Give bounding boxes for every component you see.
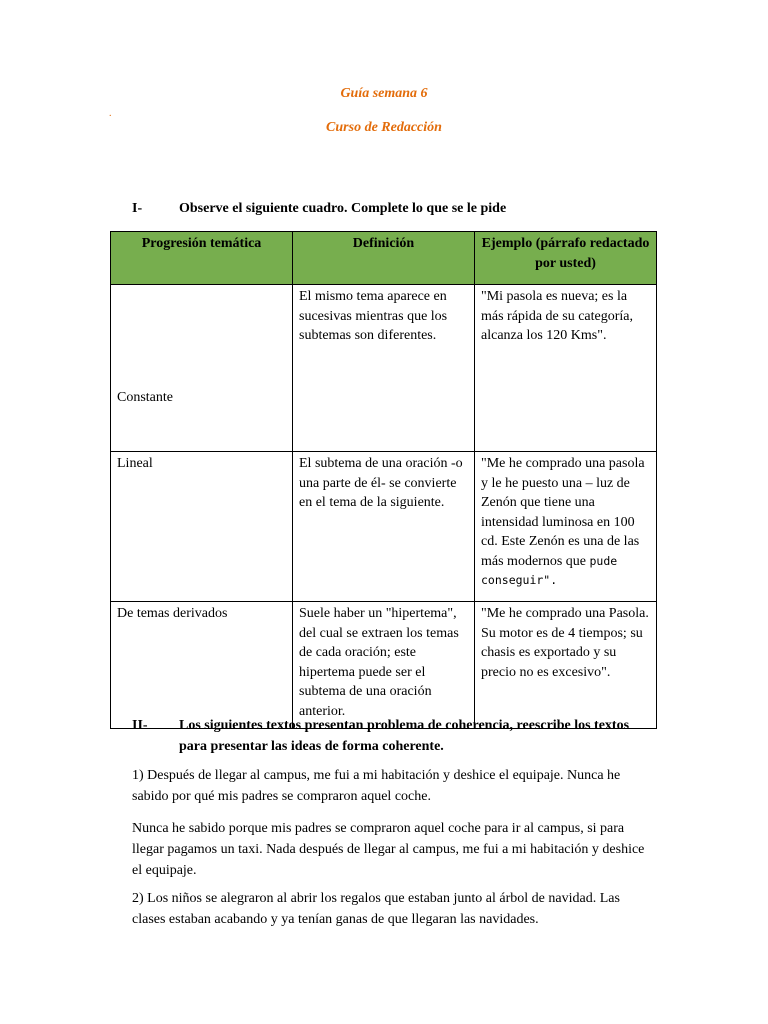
table-row: [111, 602, 657, 729]
row-example: "Me he comprado una pasola y le he puesto una – luz de Zenón que tiene una intensidad luminosa en 100 cd. Este Zenón es una de las más modernos que: [481, 456, 645, 569]
page-title: Guía semana 6: [340, 86, 428, 101]
table-header: Definición: [293, 232, 475, 285]
row-label: Constante: [111, 285, 293, 452]
row-definition: El subtema de una oración -o una parte de él- se convierte en el tema de la siguiente.: [293, 452, 475, 602]
table-header-row: [111, 232, 657, 285]
section-2-heading: [132, 715, 652, 757]
table-header: Ejemplo (párrafo redactado por usted): [475, 232, 657, 285]
table-row: [111, 285, 657, 452]
paragraph: 1) Después de llegar al campus, me fui a mi habitación y deshice el equipaje. Nunca he sabido por qué mis padres se compraron aquel coche.: [132, 768, 621, 804]
table-row: [111, 452, 657, 602]
thematic-progression-table: [110, 231, 657, 729]
table-header: Progresión temática: [111, 232, 293, 285]
paragraph: Nunca he sabido porque mis padres se compraron aquel coche para ir al campus, si para llegar pagamos un taxi. Nada después de llegar al campus, me fui a mi habitación y deshice el equipaje.: [132, 821, 645, 878]
row-label: De temas derivados: [111, 602, 293, 729]
section-1-instruction: Observe el siguiente cuadro. Complete lo que se le pide: [179, 201, 507, 216]
row-example: "Mi pasola es nueva; es la más rápida de su categoría, alcanza los 120 Kms".: [475, 285, 657, 452]
section-2-number: II-: [132, 718, 148, 733]
stray-dot: .: [109, 108, 112, 119]
row-example-cell: [475, 452, 657, 602]
row-example-tail: pude conseguir".: [481, 553, 618, 587]
page-subtitle: Curso de Redacción: [326, 120, 442, 135]
section-1-number: I-: [132, 201, 143, 216]
section-2-instruction: Los siguientes textos presentan problema de coherencia, reescribe los textos para presentar las ideas de forma coherente.: [179, 718, 630, 754]
row-definition: El mismo tema aparece en sucesivas mientras que los subtemas son diferentes.: [293, 285, 475, 452]
row-label: Lineal: [111, 452, 293, 602]
paragraph: 2) Los niños se alegraron al abrir los regalos que estaban junto al árbol de navidad. Las clases estaban acabando y ya tenían ganas de que llegaran las navidades.: [132, 891, 620, 927]
row-definition: Suele haber un "hipertema", del cual se extraen los temas de cada oración; este hipertema puede ser el subtema de una oración anterior.: [293, 602, 475, 729]
row-example: "Me he comprado una Pasola. Su motor es de 4 tiempos; su chasis es exportado y su precio no es excesivo".: [475, 602, 657, 729]
